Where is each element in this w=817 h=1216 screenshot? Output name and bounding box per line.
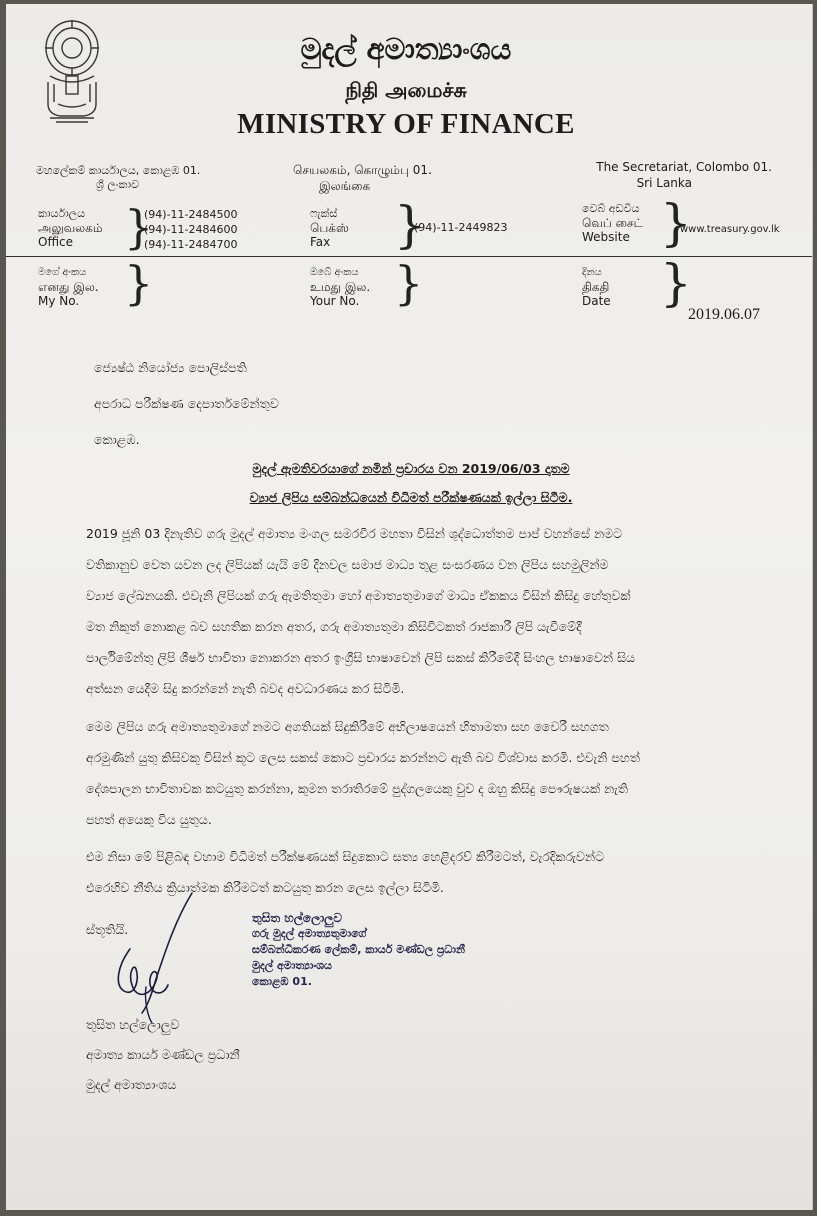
website-url: www.treasury.gov.lk: [680, 224, 780, 235]
recipient-line-3: කොළඹ.: [94, 432, 140, 447]
stamp-line-5: කොළඹ 01.: [252, 975, 312, 988]
office-label-ta: அலுவலகம்: [38, 221, 103, 235]
paragraph-line: මත නිකුත් නොකළ බව සහතික කරන අතර, ගරු අමාත්‍යතුමා කිසිවිටකත් රාජකාරී ලිපි යැවීමේදී: [86, 619, 582, 634]
address-sinhala-line1: මහලේකම් කාර්යාලය, කොළඹ 01.: [36, 164, 201, 177]
fax-label-si: ෆැක්ස්: [310, 207, 338, 220]
official-stamp: [252, 910, 465, 990]
paragraph-line: එරෙහිව නීතිය ක්‍රියාත්මක කිරීමටත් කටයුතු කරන ලෙස ඉල්ලා සිටිමි.: [86, 880, 444, 895]
address-tamil: [293, 162, 432, 194]
paragraph-line: දේශපාලන භාවිතාවක කටයුතු කරන්නා, කුමන තරාතිරමේ පුද්ගලයෙකු වුව ද ඔහු කිසිදු පෞරුෂයක් නැති: [86, 781, 628, 796]
paragraph-line: පහත් අයෙකු විය යුතුය.: [86, 812, 212, 827]
paragraph-line: අරමුණින් යුතු කිසිවකු විසින් කූට ලෙස සකස් කොට ප්‍රචාරය කරන්නට ඇති බව විශ්වාස කරමි. එවැනි පහත්: [86, 750, 640, 765]
fax-label-ta: பெக்ஸ்: [310, 221, 349, 235]
my-number-si: මගේ අංකය: [38, 267, 87, 278]
letter-date: 2019.06.07: [688, 306, 760, 323]
address-sinhala-line2: ශ්‍රී ලංකාව: [96, 178, 140, 191]
website-label-si: වෙබ් අඩවිය: [582, 202, 640, 215]
stamp-line-1: තුසිත හල්ලොලුව: [252, 911, 342, 925]
paragraph-line: පාර්ලිමේන්තු ලිපි ශීර්ෂ භාවිතා නොකරන අතර ඉංග්‍රීසි භාෂාවෙන් ලිපි සකස් කිරීමේදී සිංහල භාෂාවෙන් සිය: [86, 650, 635, 665]
handwritten-signature: [106, 889, 196, 1029]
your-number-en: Your No.: [310, 294, 360, 308]
signatory-block: [86, 1010, 240, 1100]
recipient-line-1: ජ්‍යෙෂ්ඨ නියෝජ්‍ය පොලිස්පති: [94, 360, 247, 375]
date-label-si: දිනය: [582, 267, 602, 278]
closing-thanks: ස්තූතියි.: [86, 922, 129, 937]
office-phone-3: (94)-11-2484700: [144, 238, 238, 251]
address-sinhala: [36, 164, 200, 192]
my-number-ta: எனது இல.: [38, 280, 99, 294]
paragraph-line: අත්සන යෙදීම සිදු කරන්නේ නැති බවද අවධාරණය කර සිටිමි.: [86, 681, 405, 696]
signatory-title: අමාත්‍ය කාර්ය මණ්ඩල ප්‍රධානී: [86, 1047, 240, 1062]
date-brace: }: [660, 254, 692, 312]
office-label-en: Office: [38, 235, 74, 249]
office-phone-1: (94)-11-2484500: [144, 208, 238, 221]
paragraph-2: [86, 711, 776, 835]
address-tamil-line2: இலங்கை: [319, 179, 371, 193]
paragraph-line: ව්‍යාජ ලේඛනයකි. එවැනි ලිපියක් ගරු ඇමතිතුමා හෝ අමාත්‍යතුමාගේ මාධ්‍ය ඒකකය විසින් කිසිදු හේතුවක්: [86, 588, 631, 603]
subject-heading: [186, 454, 636, 512]
address-english: [566, 159, 772, 191]
office-label-si: කාර්යාලය: [38, 207, 86, 220]
ministry-title-english: MINISTRY OF FINANCE: [237, 108, 575, 140]
letter-page: [6, 4, 813, 1210]
office-label: [38, 207, 102, 249]
paragraph-line: වතිකානුව වෙත යවන ලද ලිපියක් යැයි මේ දිනවල සමාජ මාධ්‍ය තුළ සංසරණය වන ලිපිය සහමුලින්ම: [86, 557, 609, 572]
your-number-brace: }: [394, 256, 424, 310]
fax-number: (94)-11-2449823: [414, 221, 508, 234]
stamp-line-3: සම්බන්ධීකරණ ලේකම්, කාර්ය මණ්ඩල ප්‍රධානී: [252, 943, 465, 956]
recipient-line-2: අපරාධ පරීක්ෂණ දෙපාර්තමේන්තුව: [94, 396, 279, 411]
date-label: [582, 266, 611, 308]
address-english-line1: The Secretariat, Colombo 01.: [596, 160, 772, 174]
website-label-ta: வெப் சைட்: [582, 216, 644, 230]
my-number-en: My No.: [38, 294, 80, 308]
sri-lanka-emblem-icon: [40, 18, 104, 128]
your-number-si: ඔබේ අංකය: [310, 267, 359, 278]
subject-line-2: ව්‍යාජ ලිපිය සම්බන්ධයෙන් විධිමත් පරීක්ෂණයක් ඉල්ලා සිටීම.: [249, 490, 573, 505]
ministry-title-tamil: நிதி அமைச்சு: [345, 78, 467, 102]
paragraph-line: එම නිසා මේ පිළිබඳ වහාම විධිමත් පරීක්ෂණයක් සිදුකොට සත්‍ය හෙළිදරව් කිරීමටත්, වැරදිකරුවන්ට: [86, 849, 605, 864]
ministry-title-sinhala: මුදල් අමාත්‍යාංශය: [300, 32, 512, 66]
your-number-label: [310, 266, 370, 308]
stamp-line-4: මුදල් අමාත්‍යාංශය: [252, 959, 332, 972]
website-brace: }: [660, 194, 692, 252]
date-label-en: Date: [582, 294, 611, 308]
recipient-block: [94, 350, 279, 458]
my-number-label: [38, 266, 99, 308]
address-tamil-line1: செயலகம், கொழும்பு 01.: [293, 163, 432, 177]
signatory-name: තුසිත හල්ලොලුව: [86, 1017, 180, 1032]
your-number-ta: உமது இல.: [310, 280, 371, 294]
fax-label: [310, 207, 349, 249]
stamp-line-2: ගරු මුදල් අමාත්‍යතුමාගේ: [252, 927, 367, 940]
office-phone-list: [144, 207, 238, 252]
office-phone-2: (94)-11-2484600: [144, 223, 238, 236]
paragraph-1: [86, 518, 776, 704]
fax-brace: }: [394, 196, 426, 254]
signatory-ministry: මුදල් අමාත්‍යාංශය: [86, 1077, 177, 1092]
fax-label-en: Fax: [310, 235, 331, 249]
website-label: [582, 202, 643, 244]
my-number-brace: }: [124, 256, 154, 310]
office-brace: }: [124, 200, 154, 254]
subject-line-1: මුදල් ඇමතිවරයාගේ නමින් ප්‍රචාරය වන 2019/06/03 දාතම: [252, 461, 570, 476]
date-label-ta: திகதி: [582, 280, 610, 294]
paragraph-line: 2019 ජූනි 03 දිනැතිව ගරු මුදල් අමාත්‍ය මංගල සමරවීර මහතා විසින් ශුද්ධොත්තම පාප් වහන්සේ නමට: [86, 526, 623, 541]
paragraph-line: මෙම ලිපිය ගරු අමාත්‍යතුමාගේ නමට අගතියක් සිදුකිරීමේ අභිලාෂයෙන් හිතාමතා සහ වෛරී සහගත: [86, 719, 609, 734]
website-label-en: Website: [582, 230, 630, 244]
address-english-line2: Sri Lanka: [636, 176, 692, 190]
